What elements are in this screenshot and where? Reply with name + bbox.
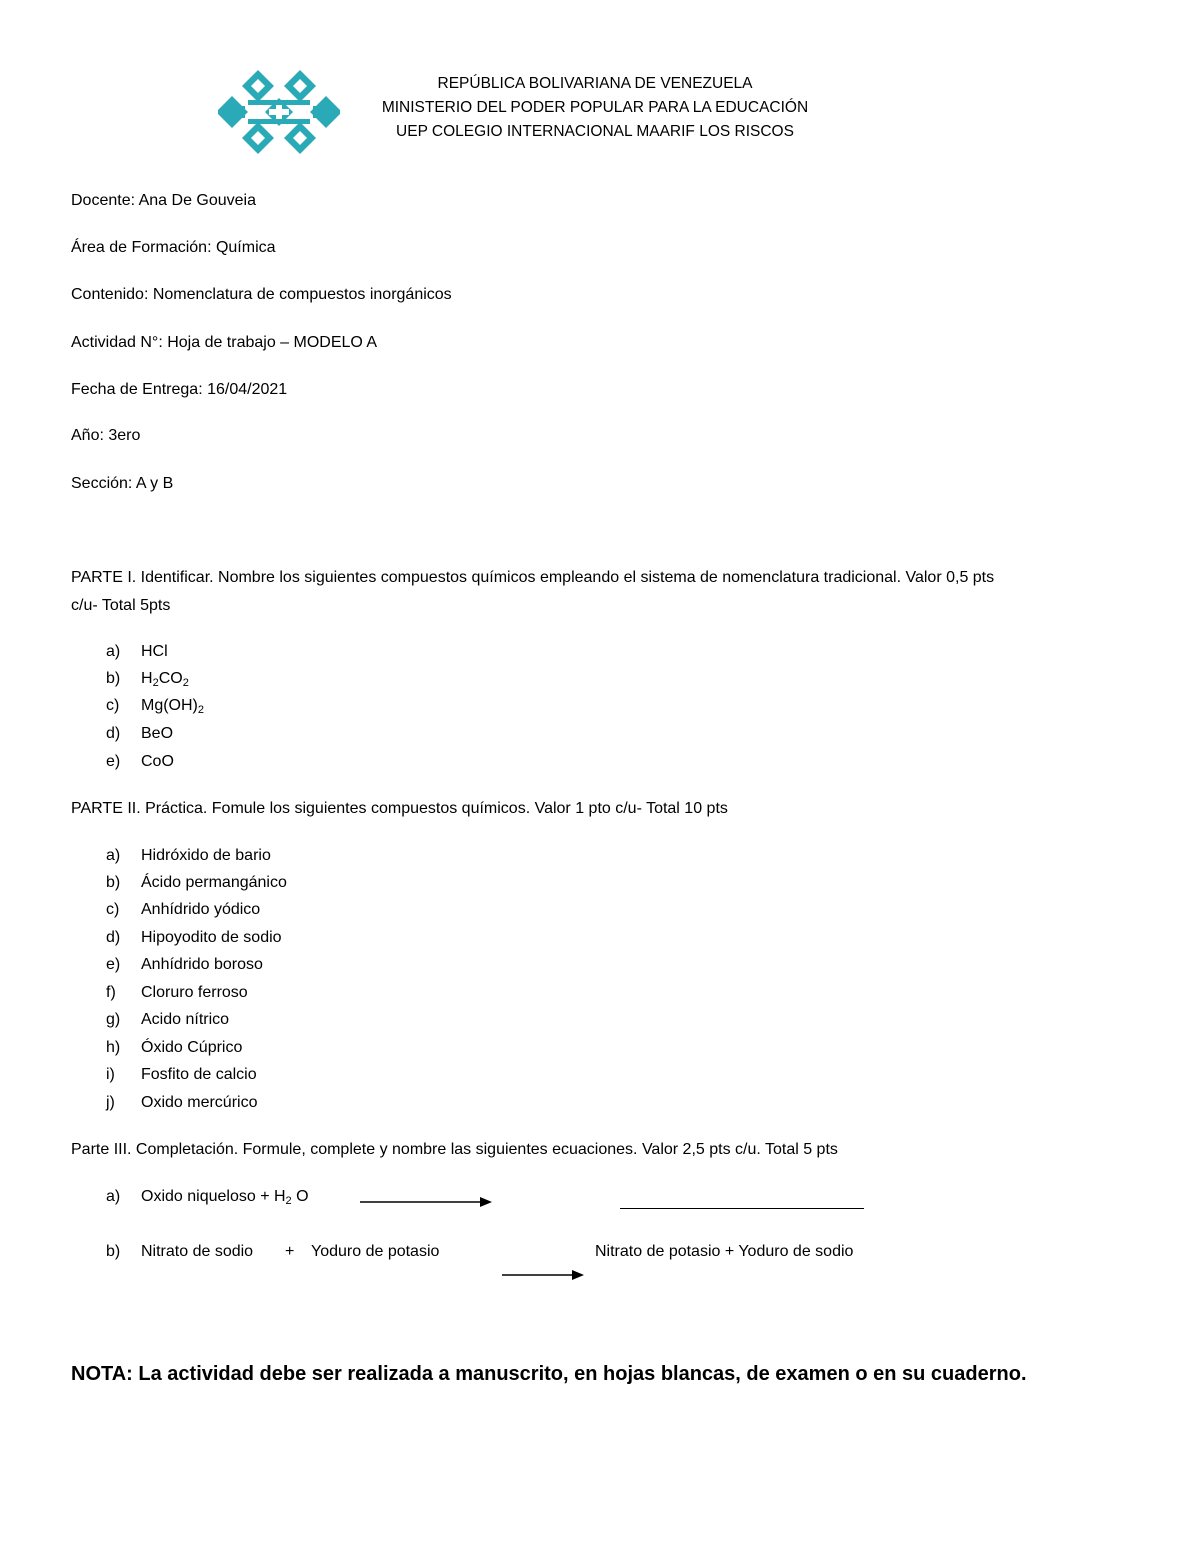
reaction-arrow-icon xyxy=(360,1194,494,1210)
plus-sign: + xyxy=(285,1243,295,1260)
item-letter: c) xyxy=(106,697,120,714)
parte3-title: Parte III. Completación. Formule, complete y nombre las siguientes ecuaciones. Valor 2,5 pts c/u. Total 5 pts xyxy=(71,1141,838,1158)
nota-footer: NOTA: La actividad debe ser realizada a manuscrito, en hojas blancas, de examen o en su cuaderno. xyxy=(71,1363,1027,1385)
item-letter: a) xyxy=(106,643,121,660)
item-formula: BeO xyxy=(141,725,174,742)
equation-a xyxy=(0,1188,1200,1212)
list-item xyxy=(0,984,1200,1006)
equation-b xyxy=(0,1243,1200,1267)
area-line: Área de Formación: Química xyxy=(71,239,276,256)
item-text: Oxido mercúrico xyxy=(141,1094,258,1111)
list-item xyxy=(0,929,1200,951)
item-text: Fosfito de calcio xyxy=(141,1066,257,1083)
item-letter: h) xyxy=(106,1039,121,1056)
list-item xyxy=(0,643,1200,665)
item-text: Hidróxido de bario xyxy=(141,847,271,864)
list-item xyxy=(0,1011,1200,1033)
header-line-2: MINISTERIO DEL PODER POPULAR PARA LA EDUCACIÓN xyxy=(381,99,809,116)
item-text: Cloruro ferroso xyxy=(141,984,248,1001)
parte1-line-2: c/u- Total 5pts xyxy=(71,597,171,614)
document-header xyxy=(300,72,890,144)
list-item xyxy=(0,1066,1200,1088)
item-text: Anhídrido yódico xyxy=(141,901,261,918)
list-item xyxy=(0,1094,1200,1116)
item-text: Hipoyodito de sodio xyxy=(141,929,282,946)
equation-b-reactant-1: Nitrato de sodio xyxy=(141,1243,254,1260)
list-item xyxy=(0,697,1200,719)
item-formula: $H_2CO_2$ xyxy=(141,670,189,689)
item-letter: d) xyxy=(106,725,121,742)
parte1-instructions xyxy=(71,564,1131,620)
item-text: Ácido permangánico xyxy=(141,874,287,891)
header-line-1: REPÚBLICA BOLIVARIANA DE VENEZUELA xyxy=(437,75,753,92)
list-item xyxy=(0,1039,1200,1061)
item-letter: e) xyxy=(106,753,121,770)
equation-a-reactants: Oxido niqueloso + $H_2$ O xyxy=(141,1188,309,1207)
actividad-line: Actividad N°: Hoja de trabajo – MODELO A xyxy=(71,334,378,351)
item-letter: i) xyxy=(106,1066,115,1083)
item-letter: f) xyxy=(106,984,116,1001)
item-letter: b) xyxy=(106,670,121,687)
item-letter: b) xyxy=(106,1243,121,1260)
item-letter: a) xyxy=(106,1188,121,1205)
item-letter: a) xyxy=(106,847,121,864)
item-text: Acido nítrico xyxy=(141,1011,230,1028)
item-letter: e) xyxy=(106,956,121,973)
list-item xyxy=(0,725,1200,747)
seccion-line: Sección: A y B xyxy=(71,475,174,492)
contenido-line: Contenido: Nomenclatura de compuestos inorgánicos xyxy=(71,286,452,303)
docente-line: Docente: Ana De Gouveia xyxy=(71,192,257,209)
list-item xyxy=(0,901,1200,923)
answer-blank-line xyxy=(620,1208,864,1209)
parte1-line-1: PARTE I. Identificar. Nombre los siguientes compuestos químicos empleando el sistema de nomenclatura tradicional. Valor 0,5 pts xyxy=(71,569,995,586)
parte2-title: PARTE II. Práctica. Fomule los siguientes compuestos químicos. Valor 1 pto c/u- Total 10 pts xyxy=(71,800,728,817)
reaction-arrow-icon xyxy=(502,1267,586,1283)
item-text: Anhídrido boroso xyxy=(141,956,263,973)
item-letter: g) xyxy=(106,1011,121,1028)
list-item xyxy=(0,753,1200,775)
equation-b-reactant-2: Yoduro de potasio xyxy=(311,1243,440,1260)
equation-b-products: Nitrato de potasio + Yoduro de sodio xyxy=(595,1243,854,1260)
fecha-line: Fecha de Entrega: 16/04/2021 xyxy=(71,381,288,398)
item-formula: CoO xyxy=(141,753,174,770)
list-item xyxy=(0,847,1200,869)
item-formula: HCl xyxy=(141,643,168,660)
item-formula: $Mg(OH)_2$ xyxy=(141,697,205,716)
list-item xyxy=(0,670,1200,692)
item-letter: c) xyxy=(106,901,120,918)
item-letter: b) xyxy=(106,874,121,891)
item-text: Óxido Cúprico xyxy=(141,1039,243,1056)
header-line-3: UEP COLEGIO INTERNACIONAL MAARIF LOS RISCOS xyxy=(396,123,794,140)
list-item xyxy=(0,874,1200,896)
item-letter: j) xyxy=(106,1094,115,1111)
list-item xyxy=(0,956,1200,978)
item-letter: d) xyxy=(106,929,121,946)
anio-line: Año: 3ero xyxy=(71,427,141,444)
